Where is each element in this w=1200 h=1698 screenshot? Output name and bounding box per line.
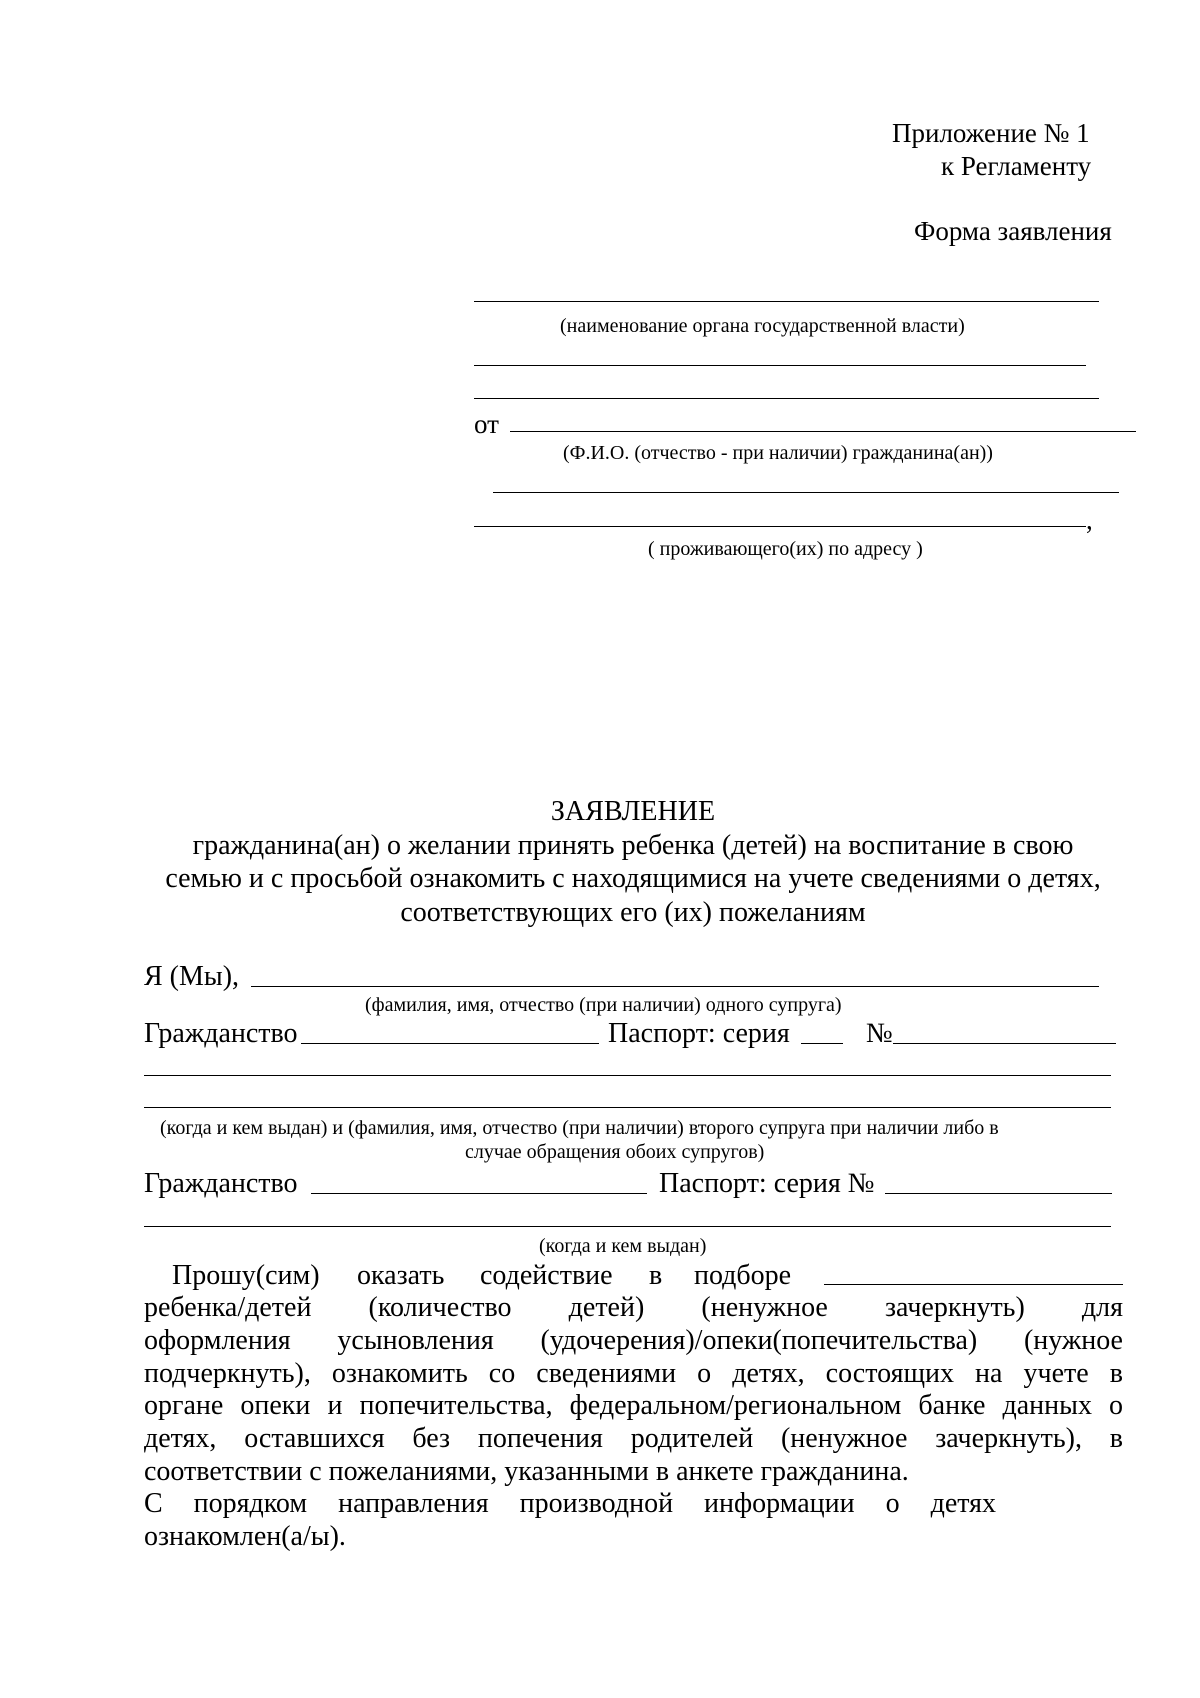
address-blank-line [474, 526, 1086, 527]
passport-number-blank-1 [893, 1043, 1116, 1044]
body-line-4: подчеркнуть), ознакомить со сведениями о детях, состоящих на учете в [144, 1358, 1123, 1389]
authority-blank-line [474, 301, 1099, 302]
from-label: от [474, 409, 499, 439]
citizenship-label-1: Гражданство [144, 1018, 298, 1049]
i-we-label: Я (Мы), [144, 961, 240, 992]
body-line-6: детях, оставшихся без попечения родителей (ненужное зачеркнуть), в [144, 1423, 1123, 1454]
passport-number-blank-2 [885, 1193, 1112, 1194]
issued-blank-line-1 [144, 1075, 1111, 1076]
statement-subtitle-line-3: соответствующих его (их) пожеланиям [400, 897, 866, 928]
regulation-reference: к Регламенту [941, 151, 1092, 181]
authority-blank-line-2 [474, 365, 1086, 366]
address-caption: ( проживающего(их) по адресу ) [648, 538, 923, 560]
request-word-3: содействие [480, 1260, 613, 1291]
body-line-8: С порядком направления производной информации о детях [144, 1488, 996, 1519]
request-word-4: в [649, 1260, 663, 1291]
spouse1-name-blank [251, 986, 1099, 987]
fio-caption: (Ф.И.О. (отчество - при наличии) гражданина(ан)) [563, 442, 993, 464]
body-line-3: оформления усыновления (удочерения)/опеки(попечительства) (нужное [144, 1325, 1123, 1356]
passport-series-blank-1 [801, 1043, 843, 1044]
body-line-7: соответствии с пожеланиями, указанными в анкете гражданина. [144, 1456, 909, 1487]
address-comma: , [1086, 505, 1093, 535]
body-line-9: ознакомлен(а/ы). [144, 1521, 346, 1552]
appendix-number: Приложение № 1 [892, 118, 1090, 148]
issued-spouse2-caption-2: случае обращения обоих супругов) [465, 1141, 765, 1163]
issued-caption-3: (когда и кем выдан) [539, 1235, 707, 1257]
authority-blank-line-3 [474, 398, 1099, 399]
body-line-2: ребенка/детей (количество детей) (ненужное зачеркнуть) для [144, 1292, 1123, 1323]
issued-blank-line-2 [144, 1107, 1111, 1108]
passport-series-label-1: Паспорт: серия [608, 1018, 790, 1049]
spouse1-caption: (фамилия, имя, отчество (при наличии) одного супруга) [365, 994, 842, 1016]
passport-number-label-1: № [866, 1018, 893, 1049]
citizenship-blank-2 [311, 1193, 647, 1194]
issued-spouse2-caption-1: (когда и кем выдан) и (фамилия, имя, отчество (при наличии) второго супруга при наличии либо в [160, 1117, 999, 1139]
statement-title: ЗАЯВЛЕНИЕ [550, 796, 716, 827]
children-count-blank [824, 1284, 1123, 1285]
issued-blank-line-3 [144, 1226, 1111, 1227]
passport-series-label-2: Паспорт: серия № [659, 1168, 875, 1199]
request-word-2: оказать [357, 1260, 445, 1291]
body-line-5: органе опеки и попечительства, федеральном/региональном банке данных о [144, 1390, 1123, 1421]
statement-subtitle-line-2: семью и с просьбой ознакомить с находящимися на учете сведениями о детях, [165, 863, 1101, 894]
statement-subtitle-line-1: гражданина(ан) о желании принять ребенка (детей) на воспитание в свою [192, 830, 1074, 861]
citizenship-blank-1 [301, 1043, 599, 1044]
request-word-5: подборе [694, 1260, 792, 1291]
fio-blank-line-2 [493, 492, 1119, 493]
citizenship-label-2: Гражданство [144, 1168, 298, 1199]
form-title: Форма заявления [914, 216, 1112, 246]
fio-blank-line [510, 431, 1136, 432]
request-word-1: Прошу(сим) [172, 1260, 320, 1291]
authority-caption: (наименование органа государственной власти) [560, 315, 965, 337]
